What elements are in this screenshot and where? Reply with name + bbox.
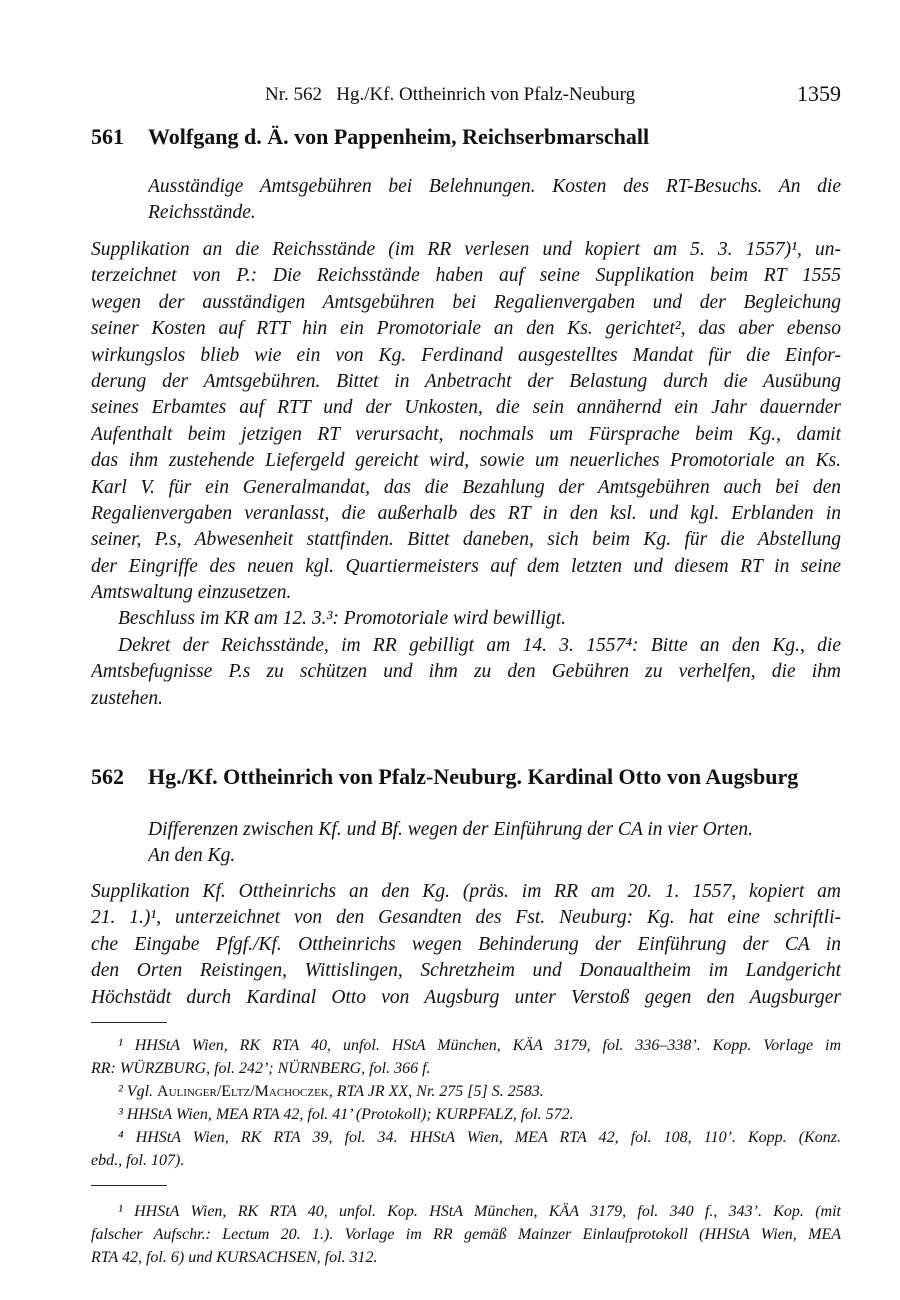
entry-561-heading [91, 122, 649, 152]
footnote-line: ¹ HHStA Wien, RK RTA 40, unfol. HStA München, KÄA 3179, fol. 336–338’. Kopp. Vorlage im [118, 1037, 841, 1054]
footnote-suffix: , RTA JR XX, Nr. 275 [5] S. 2583. [328, 1083, 544, 1100]
body-line: seines Erbamtes auf RTT und der Unkosten, die sein annähernd ein Jahr dauernder [91, 397, 841, 419]
body-line: Amtswaltung einzusetzen. [91, 582, 292, 604]
body-line: Supplikation an die Reichsstände (im RR verlesen und kopiert am 5. 3. 1557)¹, un- [91, 239, 841, 260]
summary-line: An den Kg. [148, 845, 236, 867]
running-header: Nr. 562 Hg./Kf. Ottheinrich von Pfalz-Neuburg [265, 84, 636, 105]
resolution-line: Beschluss im KR am 12. 3.³: Promotoriale wird bewilligt. [118, 608, 567, 630]
body-line: Karl V. für ein Generalmandat, das die Bezahlung der Amtsgebühren auch bei den [91, 476, 841, 498]
summary-line: Differenzen zwischen Kf. und Bf. wegen der Einführung der CA in vier Orten. [148, 819, 753, 840]
footnote-line: ebd., fol. 107). [91, 1152, 185, 1169]
footnote-prefix: ² Vgl. [118, 1083, 158, 1100]
page-number: 1359 [797, 81, 841, 106]
entry-562-summary [148, 817, 841, 870]
body-line: den Orten Reistingen, Wittislingen, Schretzheim und Donaualtheim im Landgericht [91, 960, 841, 982]
decree-line: Dekret der Reichsstände, im RR gebilligt am 14. 3. 1557⁴: Bitte an den Kg., die [118, 634, 841, 656]
footnote-line: RR: WÜRZBURG, fol. 242’; NÜRNBERG, fol. 366 f. [91, 1060, 431, 1077]
body-line: wegen der ausständigen Amtsgebühren bei Regalienvergaben und der Begleichung [91, 291, 841, 313]
body-line: che Eingabe Pfgf./Kf. Ottheinrichs wegen Behinderung der Einführung der CA in [91, 933, 841, 955]
entry-562-heading [91, 762, 798, 792]
entry-title: Hg./Kf. Ottheinrich von Pfalz-Neuburg. Kardinal Otto von Augsburg [148, 764, 799, 789]
entry-562-body [91, 879, 841, 1011]
footnote-line: ³ HHStA Wien, MEA RTA 42, fol. 41’ (Protokoll); KURPFALZ, fol. 572. [118, 1106, 574, 1123]
body-line: Höchstädt durch Kardinal Otto von Augsburg unter Verstoß gegen den Augsburger [91, 986, 841, 1008]
body-line: wirkungslos blieb wie ein von Kg. Ferdinand ausgestelltes Mandat für die Einfor- [91, 344, 841, 366]
footnote-line: ¹ HHStA Wien, RK RTA 40, unfol. Kop. HStA München, KÄA 3179, fol. 340 f., 343’. Kop. (mit [118, 1203, 841, 1220]
body-line: 21. 1.)¹, unterzeichnet von den Gesandten des Fst. Neuburg: Kg. hat eine schriftli- [91, 907, 841, 929]
decree-line: zustehen. [91, 687, 164, 709]
footnote-line: falscher Aufschr.: Lectum 20. 1.). Vorlage im RR gemäß Mainzer Einlaufprotokoll (HHStA Wien, MEA [91, 1226, 841, 1243]
summary-line: Ausständige Amtsgebühren bei Belehnungen. Kosten des RT-Besuchs. An die [148, 176, 841, 197]
entry-561-summary [148, 174, 841, 227]
body-line: Aufenthalt beim jetzigen RT verursacht, nochmals um Fürsprache beim Kg., damit [91, 423, 841, 445]
footnote-rule [91, 1022, 167, 1023]
footnote-rule [91, 1185, 167, 1186]
body-line: der Eingriffe des neuen kgl. Quartiermeisters auf dem letzten und diesem RT in seine [91, 555, 841, 577]
body-line: Regalienvergaben veranlasst, die außerhalb des RT in den ksl. und kgl. Erblanden in [91, 502, 841, 524]
footnotes-561 [91, 1034, 841, 1172]
entry-title: Wolfgang d. Ä. von Pappenheim, Reichserbmarschall [148, 124, 650, 149]
body-line: seiner, P.s, Abwesenheit stattfinden. Bittet daneben, sich beim Kg. für die Abstellung [91, 529, 841, 551]
body-line: terzeichnet von P.: Die Reichsstände haben auf seine Supplikation beim RT 1555 [91, 265, 841, 287]
summary-line: Reichsstände. [148, 202, 256, 224]
footnote-line: RTA 42, fol. 6) und KURSACHSEN, fol. 312. [91, 1249, 378, 1266]
footnote-line: ⁴ HHStA Wien, RK RTA 39, fol. 34. HHStA Wien, MEA RTA 42, fol. 108, 110’. Kopp. (Konz. [118, 1129, 841, 1146]
body-line: derung der Amtsgebühren. Bittet in Anbetracht der Belastung durch die Ausübung [91, 370, 841, 392]
decree-line: Amtsbefugnisse P.s zu schützen und ihm zu den Gebühren zu verhelfen, die ihm [91, 661, 841, 683]
entry-561-body [91, 237, 841, 712]
footnotes-562 [91, 1200, 841, 1269]
footnote-line [91, 1080, 841, 1103]
body-line: seiner Kosten auf RTT hin ein Promotoriale an den Ks. gerichtet², das aber ebenso [91, 318, 841, 340]
body-line: Supplikation Kf. Ottheinrichs an den Kg. (präs. im RR am 20. 1. 1557, kopiert am [91, 881, 841, 902]
footnote-authors: Aulinger/Eltz/Machoczek [157, 1083, 329, 1100]
entry-number: 561 [91, 124, 124, 149]
entry-number: 562 [91, 764, 124, 789]
body-line: das ihm zustehende Liefergeld gereicht wird, sowie um neuerliches Promotoriale an Ks. [91, 450, 841, 472]
